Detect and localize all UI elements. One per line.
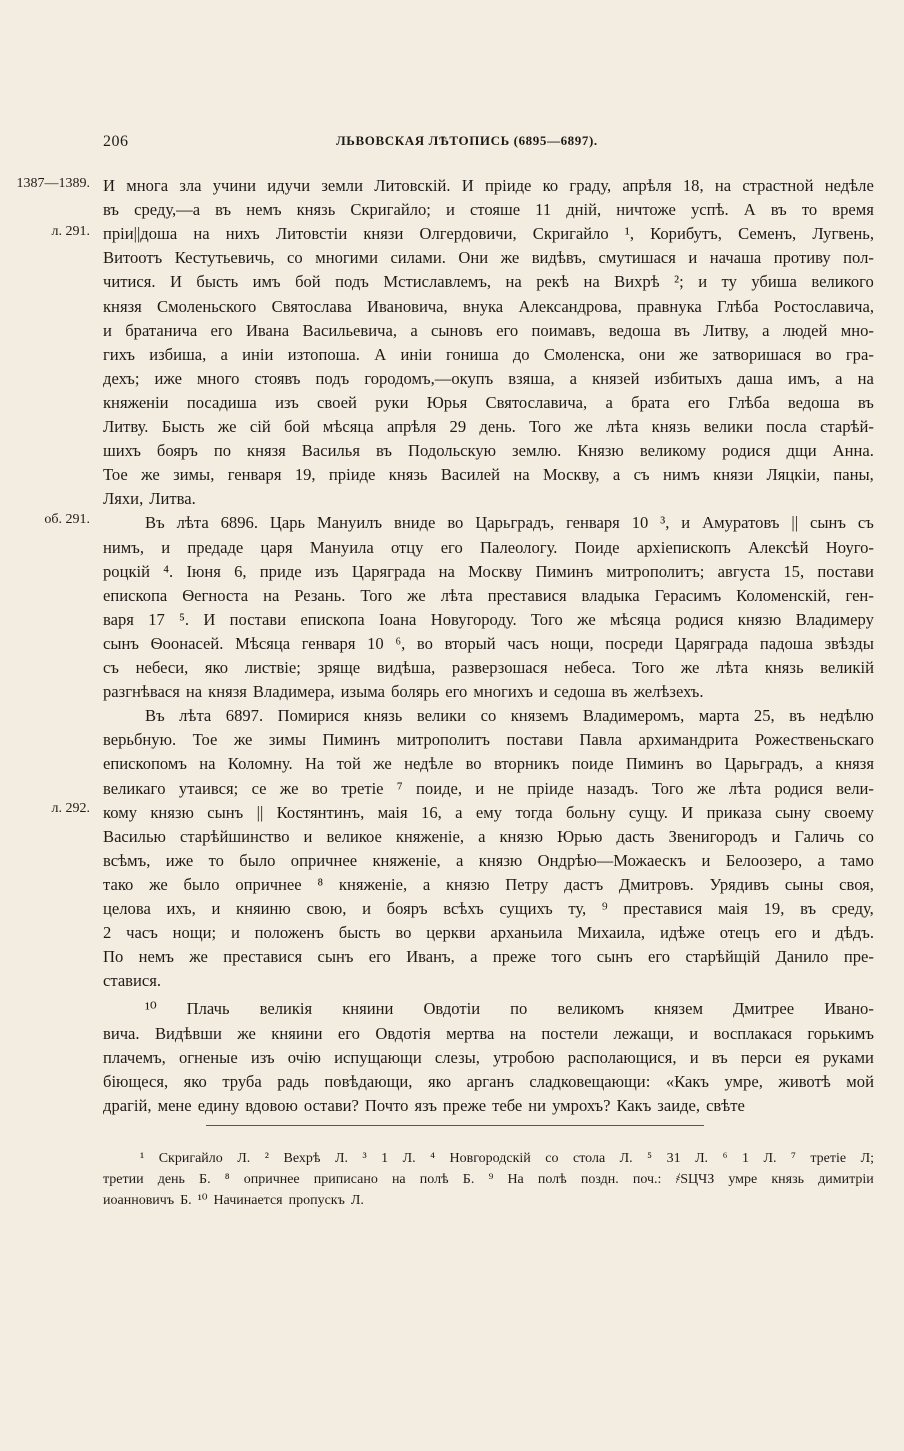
body-line: дехъ; иже много стоявъ подъ городомъ,—окупъ взяша, а князей избитыхъ даша имъ, а на [103, 368, 874, 388]
body-line: Въ лѣта 6897. Помирися князь велики со княземъ Владимеромъ, марта 25, въ недѣлю [145, 706, 874, 726]
body-line: Василью старѣйшинство и великое княженіе, а князю Юрью дасть Звенигородъ и Галичь со [103, 826, 874, 846]
margin-note-leaf-292: л. 292. [51, 801, 90, 816]
body-line: гихъ избиша, а иніи изтопоша. А иніи гониша до Смоленска, они же затворишася во гра- [103, 344, 874, 364]
body-line: верьбную. Тое же зимы Пиминъ митрополитъ постави Павла архимандрита Рожественьскаго [103, 730, 874, 750]
body-line: съ небеси, яко листвіе; зряще видѣша, разверзошася небеса. Того же лѣта князь великій [103, 658, 874, 677]
body-line: вича. Видѣвши же княини его Овдотія мертва на постели лежащи, и восплакася горькимъ [103, 1023, 874, 1043]
body-line: читися. И бысть имъ бой подъ Мстиславлемъ, на рекѣ на Вихрѣ ²; и ту убиша великого [103, 272, 874, 292]
body-line: князя Смоленьского Святослава Ивановича, внука Александрова, правнука Глѣба Ростославича, [103, 296, 874, 316]
body-line: плачемъ, огненые изъ очію испущающи слезы, утробою располающися, и въ перси ея руками [103, 1047, 874, 1067]
body-line: Литву. Бысть же сій бой мѣсяца апрѣля 29 день. Того же лѣта князь велики посла старѣй- [103, 417, 874, 436]
body-line: По немъ же преставися сынъ его Иванъ, а преже того сынъ его старѣйщій Данило пре- [103, 947, 874, 967]
margin-note-leaf-291: л. 291. [51, 224, 90, 239]
body-line: въ среду,—а въ немъ князь Скригайло; и стояше 11 дній, ничтоже успѣ. А въ то время [103, 200, 874, 220]
body-line: нимъ, и предаде царя Мануила отцу его Палеологу. Поиде архіепископъ Алексѣй Ноуго- [103, 537, 874, 557]
footnote-line: третии день Б. ⁸ опричнее приписано на полѣ Б. ⁹ На полѣ поздн. поч.: ҂ЅЦЧЗ умре князь димитріи [103, 1172, 874, 1187]
body-line: Тое же зимы, генваря 19, пріиде князь Василей на Москву, а съ нимъ князи Ляцкіи, паны, [103, 465, 874, 485]
body-line: целова ихъ, и княиню свою, и бояръ всѣхъ сущихъ ту, ⁹ преставися маія 19, въ среду, [103, 899, 874, 918]
footnote-line: иоанновичъ Б. ¹⁰ Начинается пропускъ Л. [103, 1193, 364, 1208]
body-line: біющеся, яко труба радь повѣдающи, яко арганъ сладковещающи: «Какъ умре, животѣ мой [103, 1071, 874, 1091]
body-line: кому князю сынъ || Костянтинъ, маія 16, а ему тогда больну сущу. И приказа сыну своему [103, 802, 874, 822]
body-line: роцкій ⁴. Іюня 6, приде изъ Царяграда на Москву Пиминъ митрополитъ; августа 15, постави [103, 561, 874, 581]
body-line: И многа зла учини идучи земли Литовскій. И пріиде ко граду, апрѣля 18, на страстной недѣле [103, 176, 874, 195]
body-line: драгій, мене едину вдовою остави? Почто язъ преже тебе ни умрохъ? Какъ заиде, свѣте [103, 1095, 745, 1115]
margin-note-verso-291: об. 291. [44, 512, 90, 527]
body-line: епископомъ на Коломну. На той же недѣле во вторникъ поиде Пиминъ во Царьградъ, а князя [103, 754, 874, 774]
running-title: ЛЬВОВСКАЯ ЛѢТОПИСЬ (6895—6897). [336, 133, 598, 148]
body-line: ставися. [103, 971, 162, 991]
body-line: Витоотъ Кестутьевичь, со многими силами. Они же видѣвъ, смутишася и начаша противу пол- [103, 248, 874, 268]
body-line: Ляхи, Литва. [103, 489, 196, 509]
page-number: 206 [103, 133, 129, 150]
body-line: великагo утаився; се же во третіе ⁷ поиде, и не пріиде назадъ. Того же лѣта родися вели- [103, 778, 874, 798]
body-line: разгнѣвася на князя Владимера, изыма болярь его многихъ и седоша въ желѣзехъ. [103, 682, 704, 702]
body-line: и братанича его Ивана Васильевича, а сыновъ его поимавъ, ведоша въ Литву, а людей мно- [103, 320, 874, 340]
body-line: шихъ бояръ по князя Василья въ Подольскую землю. Князю великому родися дщи Анна. [103, 441, 874, 461]
margin-note-years: 1387—1389. [16, 176, 90, 191]
body-line: варя 17 ⁵. И постави епископа Іоана Новугороду. Того же мѣсяца родися князю Владимеру [103, 609, 874, 629]
body-line: Въ лѣта 6896. Царь Мануилъ вниде во Царьградъ, генваря 10 ³, и Амуратовъ || сынъ съ [145, 513, 874, 533]
footnote-line: ¹ Скригайло Л. ² Вехрѣ Л. ³ 1 Л. ⁴ Новгородскій со стола Л. ⁵ 31 Л. ⁶ 1 Л. ⁷ третіе Л; [140, 1151, 874, 1166]
body-line: 2 часъ нощи; и положенъ бысть во церкви арханьила Михаила, идѣже отецъ его и дѣдъ. [103, 923, 874, 943]
body-line: сынъ Ѳоонасей. Мѣсяца генваря 10 ⁶, во вторый часъ нощи, посреди Царяграда падоша звѣзды [103, 633, 874, 653]
body-line: княженіи посадиша изъ своей руки Юрья Святославича, а брата его Глѣба ведоша въ [103, 392, 874, 412]
body-line: ¹⁰ Плачь великія княини Овдотіи по великомъ князем Дмитрее Ивано- [145, 999, 874, 1019]
body-line: тако же было опричнее ⁸ княженіе, а князю Петру дастъ Дмитровъ. Урядивъ сыны своя, [103, 874, 874, 894]
footnote-rule [206, 1125, 704, 1126]
body-line: пріи||доша на нихъ Литовстіи князи Олгердовичи, Скригайло ¹, Корибутъ, Семенъ, Лугвень, [103, 224, 874, 244]
body-line: епископа Ѳегноста на Резань. Того же лѣта преставися владыка Герасимъ Коломенскій, ген- [103, 585, 874, 605]
body-line: всѣмъ, иже то было опричнее княженіе, а князю Ондрѣю—Можаескъ и Белоозеро, а тамо [103, 850, 874, 870]
